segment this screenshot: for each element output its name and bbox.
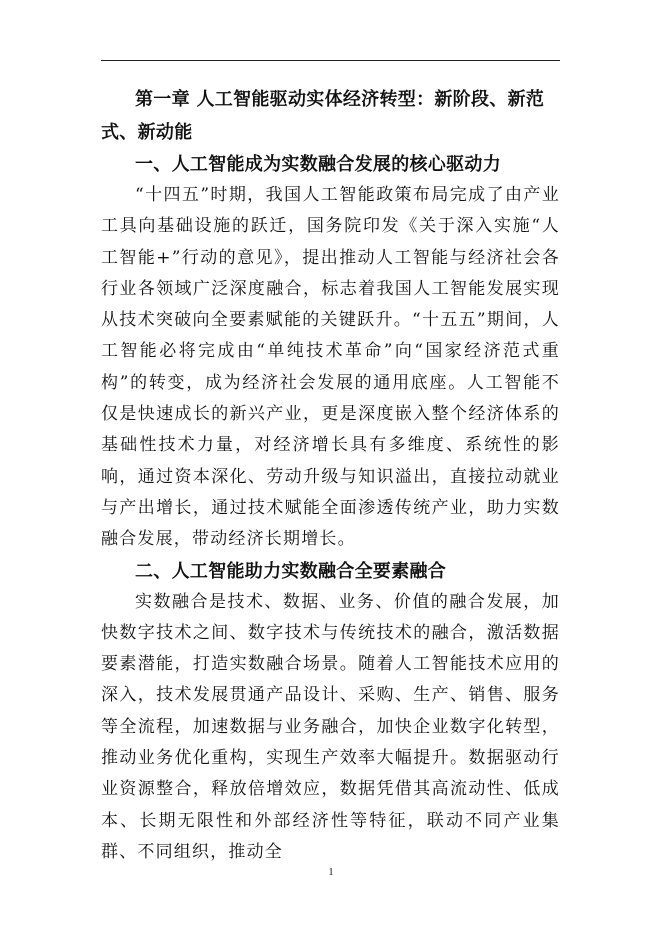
chapter-title: 第一章 人工智能驱动实体经济转型：新阶段、新范式、新动能 [101,89,545,143]
section-heading-1: 一、人工智能成为实数融合发展的核心驱动力 [135,154,501,175]
section-1-paragraph: “十四五”时期，我国人工智能政策布局完成了由产业工具向基础设施的跃迁，国务院印发《关于深入实施“人工智能+”行动的意见》，提出推动人工智能与经济社会各行业各领域广泛深度融合，标志着我国人工智能发展实现从技术突破向全要素赋能的关键跃升。“十五五”期间，人工智能必将完成由“单纯技术革命”向“国家经济范式重构”的转变，成为经济社会发展的通用底座。人工智能不仅是快速成长的新兴产业，更是深度嵌入整个经济体系的基础性技术力量，对经济增长具有多维度、系统性的影响，通过资本深化、劳动升级与知识溢出，直接拉动就业与产出增长，通过技术赋能全面渗透传统产业，助力实数融合发展，带动经济长期增长。 [101,185,560,550]
page-content [101,83,560,868]
section-heading-2: 二、人工智能助力实数融合全要素融合 [135,560,447,582]
section-2-paragraph: 实数融合是技术、数据、业务、价值的融合发展，加快数字技术之间、数字技术与传统技术的融合，激活数据要素潜能，打造实数融合场景。随着人工智能技术应用的深入，技术发展贯通产品设计、采购、生产、销售、服务等全流程，加速数据与业务融合，加快企业数字化转型，推动业务优化重构，实现生产效率大幅提升。数据驱动行业资源整合，释放倍增效应，数据凭借其高流动性、低成本、长期无限性和外部经济性等特征，联动不同产业集群、不同组织，推动全 [101,591,560,862]
page-number: 1 [328,866,334,878]
header-rule [101,60,560,61]
